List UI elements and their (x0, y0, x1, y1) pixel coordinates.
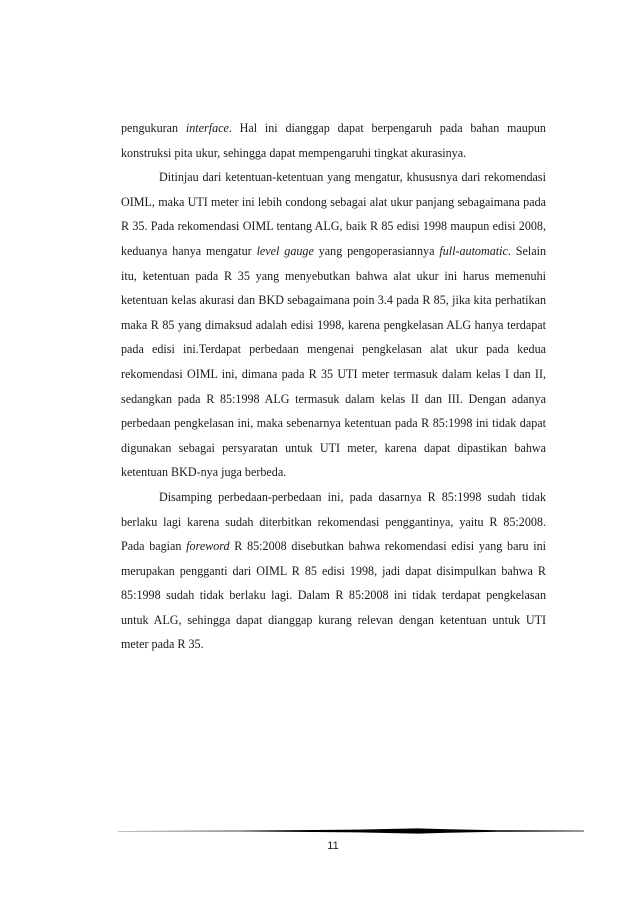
text-segment: . Selain itu, ketentuan pada R 35 yang menyebutkan bahwa alat ukur ini harus memenuhi ketentuan kelas akurasi dan BKD sebagaimana poin 3.4 pada R 85, jika kita perhatikan maka R 85 yang dimaksud adalah edisi 1998, karena pengkelasan ALG hanya terdapat pada edisi ini.Terdapat perbedaan mengenai pengkelasan alat ukur pada kedua rekomendasi OIML ini, dimana pada R 35 UTI meter termasuk dalam kelas I dan II, sedangkan pada R 85:1998 ALG termasuk dalam kelas II dan III. Dengan adanya perbedaan pengkelasan ini, maka sebenarnya ketentuan pada R 85:1998 ini tidak dapat digunakan sebagai persyaratan untuk UTI meter, karena dapat dipastikan bahwa ketentuan BKD-nya juga berbeda. (121, 243, 546, 480)
italic-term-foreword: foreword (186, 539, 230, 554)
text-segment: Ditinjau dari ketentuan-ketentuan yang mengatur, khususnya dari rekomendasi OIML, maka UTI meter ini lebih condong sebagai alat ukur panjang sebagaimana pada R 35. Pada rekomendasi OIML tentang ALG, baik R 85 edisi 1998 maupun edisi 2008, keduanya hanya mengatur (121, 170, 546, 258)
text-segment: . Hal ini dianggap dapat berpengaruh pada bahan maupun konstruksi pita ukur, sehingga dapat mempengaruhi tingkat akurasinya. (121, 121, 546, 160)
text-segment: yang pengoperasiannya (313, 243, 440, 258)
italic-term-level-gauge: level gauge (256, 243, 314, 258)
italic-term-interface: interface (185, 121, 229, 135)
footer-rule (118, 824, 584, 836)
text-segment: R 85:2008 disebutkan bahwa rekomendasi edisi yang baru ini merupakan pengganti dari OIML R 85 edisi 1998, jadi dapat disimpulkan bahwa R 85:1998 sudah tidak berlaku lagi. Dalam R 85:2008 ini tidak terdapat pengkelasan untuk ALG, sehingga dapat dianggap kurang relevan dengan ketentuan untuk UTI meter pada R 35. (121, 539, 546, 652)
body-text (121, 116, 546, 657)
text-segment: pengukuran (121, 121, 186, 135)
footer-rule-shape (118, 828, 584, 833)
paragraph-2 (121, 165, 546, 485)
paragraph-3 (121, 485, 546, 657)
italic-term-full-automatic: full-automatic (439, 243, 508, 258)
page-number: 11 (327, 840, 339, 852)
paragraph-1 (121, 116, 546, 165)
text-segment: Disamping perbedaan-perbedaan ini, pada dasarnya R 85:1998 sudah tidak berlaku lagi karena sudah diterbitkan rekomendasi penggantinya, yaitu R 85:2008. Pada bagian (121, 489, 546, 554)
